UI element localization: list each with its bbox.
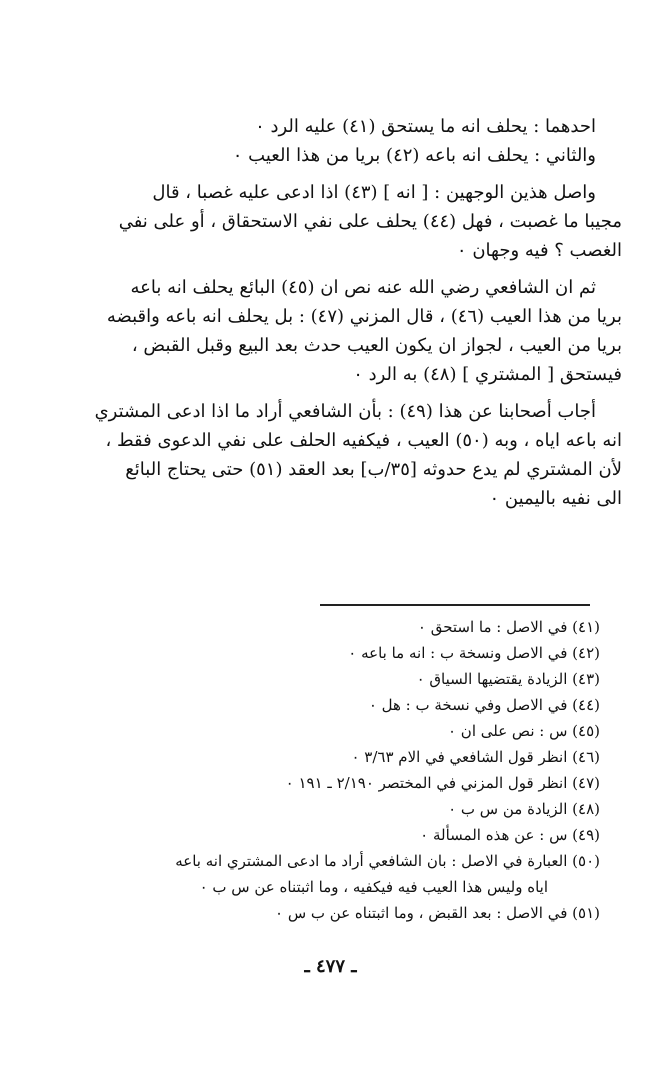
body-line: واصل هذين الوجهين : [ انه ] (٤٣) اذا ادعى عليه غصبا ، قال <box>152 182 596 203</box>
body-line: مجيبا ما غصبت ، فهل (٤٤) يحلف على نفي الاستحقاق ، أو على نفي <box>118 211 622 232</box>
footnotes <box>48 614 622 926</box>
footnote: (٤٨) الزيادة من س ب ٠ <box>448 800 600 818</box>
footnote: (٥١) في الاصل : بعد القبض ، وما اثبتناه عن ب س ٠ <box>274 904 600 922</box>
footnote: (٤٢) في الاصل ونسخة ب : انه ما باعه ٠ <box>348 644 600 662</box>
footnote: (٤١) في الاصل : ما استحق ٠ <box>417 618 600 636</box>
footnote: (٥٠) العبارة في الاصل : بان الشافعي أراد ما ادعى المشتري انه باعه <box>175 852 600 870</box>
body-line: فيستحق [ المشتري ] (٤٨) به الرد ٠ <box>353 364 622 385</box>
footnote-continuation: اياه وليس هذا العيب فيه فيكفيه ، وما اثبتناه عن س ب ٠ <box>199 878 548 896</box>
footnote: (٤٩) س : عن هذه المسألة ٠ <box>420 826 600 844</box>
footnote: (٤٤) في الاصل وفي نسخة ب : هل ٠ <box>368 696 600 714</box>
body-line: بريا من العيب ، لجواز ان يكون العيب حدث بعد البيع وقبل القبض ، <box>131 335 622 356</box>
body-line: بريا من هذا العيب (٤٦) ، قال المزني (٤٧) : بل يحلف انه باعه واقبضه <box>106 306 622 327</box>
body-line: احدهما : يحلف انه ما يستحق (٤١) عليه الرد ٠ <box>255 116 596 137</box>
body-line: الى نفيه باليمين ٠ <box>489 488 622 509</box>
body-line: والثاني : يحلف انه باعه (٤٢) بريا من هذا العيب ٠ <box>232 145 596 166</box>
footnote: (٤٧) انظر قول المزني في المختصر ٢/١٩٠ ـ ١٩١ ٠ <box>285 774 600 792</box>
footnote: (٤٣) الزيادة يقتضيها السياق ٠ <box>416 670 600 688</box>
body-line: الغصب ؟ فيه وجهان ٠ <box>456 240 622 261</box>
main-text <box>48 112 622 513</box>
body-line: انه باعه اياه ، وبه (٥٠) العيب ، فيكفيه الحلف على نفي الدعوى فقط ، <box>105 430 622 451</box>
body-line: أجاب أصحابنا عن هذا (٤٩) : بأن الشافعي أراد ما اذا ادعى المشتري <box>94 401 596 422</box>
body-line: ثم ان الشافعي رضي الله عنه نص ان (٤٥) البائع يحلف انه باعه <box>130 277 596 298</box>
page-number: ـ ٤٧٧ ـ <box>304 956 357 977</box>
footnote: (٤٦) انظر قول الشافعي في الام ٣/٦٣ ٠ <box>351 748 600 766</box>
body-line: لأن المشتري لم يدع حدوثه [٣٥/ب] بعد العقد (٥١) حتى يحتاج البائع <box>125 459 622 480</box>
footnote: (٤٥) س : نص على ان ٠ <box>447 722 600 740</box>
footnote-divider <box>320 604 590 606</box>
